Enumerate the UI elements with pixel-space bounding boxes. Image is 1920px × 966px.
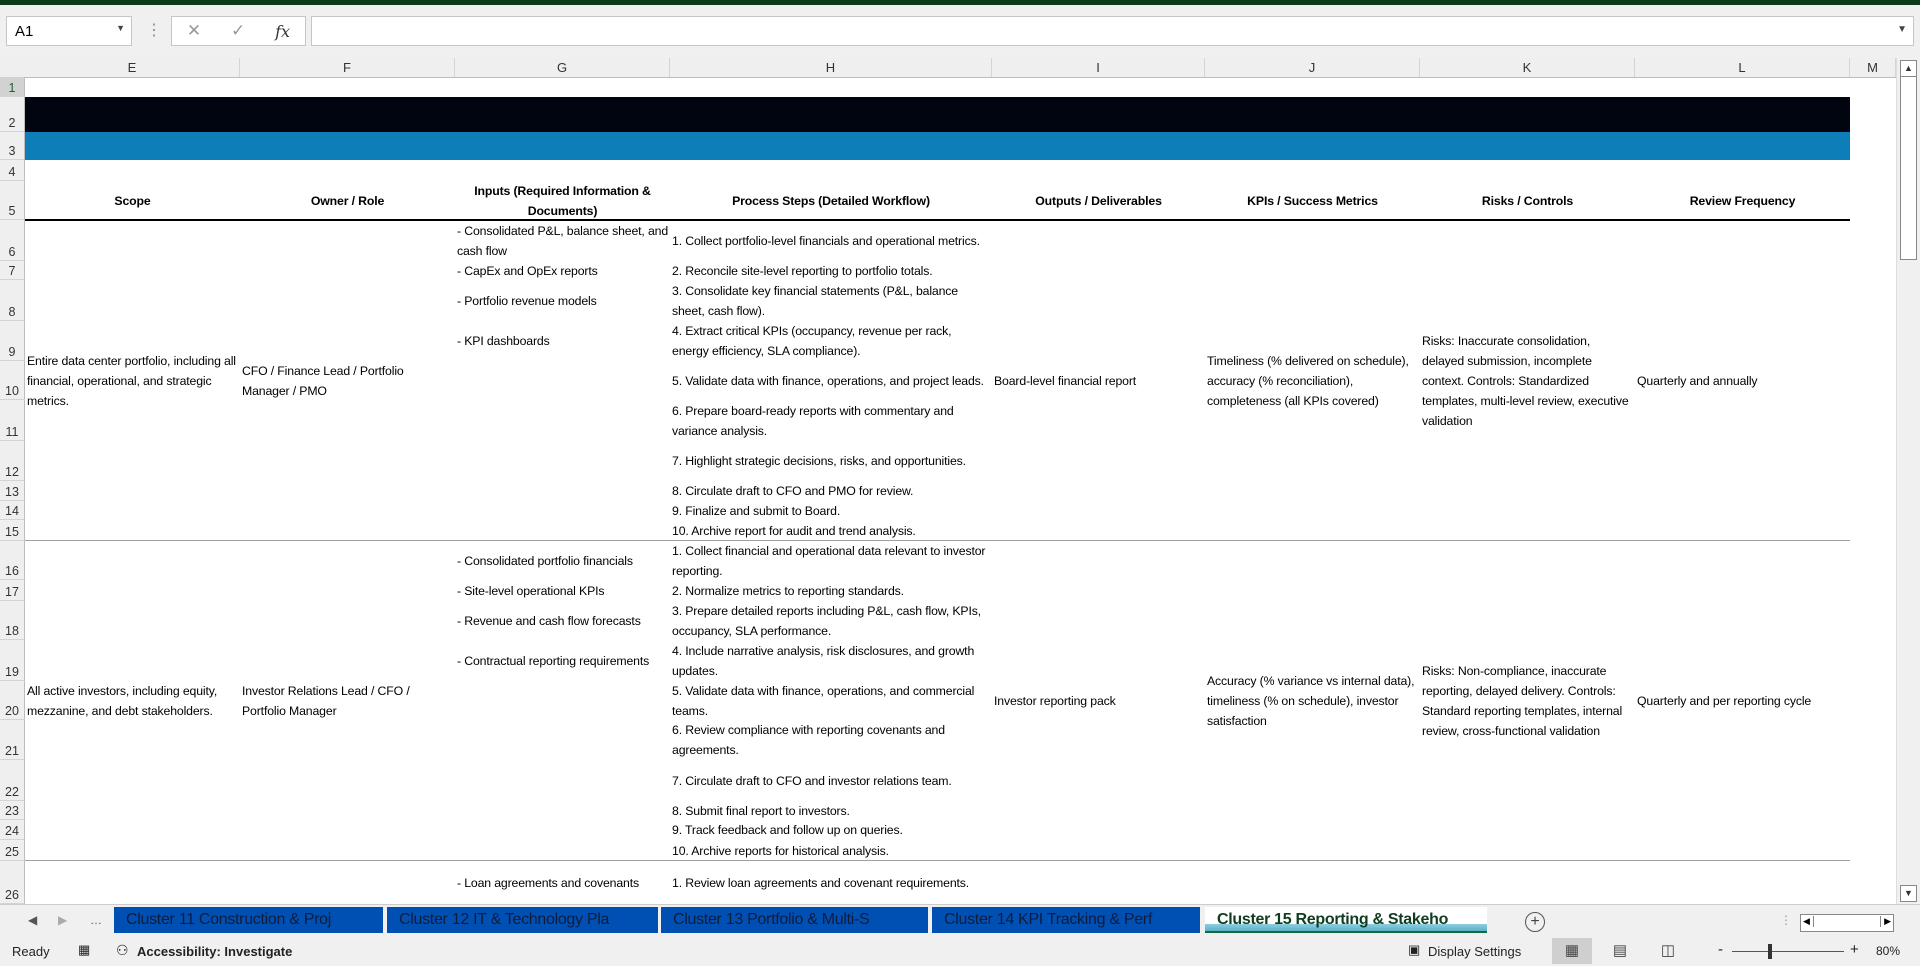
sheet-tab[interactable]: Cluster 11 Construction & Proj [114, 907, 383, 933]
horizontal-scrollbar[interactable] [1800, 914, 1894, 932]
zoom-slider-thumb[interactable] [1768, 944, 1772, 959]
cell-outputs[interactable] [992, 220, 1205, 541]
cell-owner[interactable] [240, 541, 455, 861]
header-cell[interactable]: Process Steps (Detailed Workflow) [732, 193, 930, 208]
row-header-5[interactable]: 5 [0, 181, 25, 220]
input-item: - Portfolio revenue models [457, 293, 597, 308]
cell-input[interactable] [455, 261, 670, 280]
name-box-value: A1 [15, 23, 34, 40]
cell-step[interactable] [670, 601, 992, 640]
row-header-14[interactable]: 14 [0, 501, 25, 520]
input-item: - Contractual reporting requirements [457, 653, 650, 668]
cell-step[interactable] [670, 820, 992, 840]
cell-kpis[interactable] [1205, 541, 1420, 861]
process-step: 10. Archive reports for historical analysis. [672, 843, 889, 858]
process-step: 9. Track feedback and follow up on queries. [672, 823, 903, 837]
header-cell[interactable]: Risks / Controls [1481, 193, 1574, 208]
column-header-H[interactable]: H [670, 58, 992, 77]
scope-text: All active investors, including equity, mezzanine, and debt stakeholders. [27, 684, 218, 718]
cell-step[interactable] [670, 261, 992, 280]
sheet-tab[interactable]: Cluster 15 Reporting & Stakeho [1205, 907, 1487, 933]
process-step: 7. Circulate draft to CFO and investor relations team. [672, 773, 952, 788]
cell-scope[interactable] [25, 541, 240, 861]
sheet-tab[interactable]: Cluster 13 Portfolio & Multi-S [661, 907, 928, 933]
scroll-right-icon[interactable]: ▶ [1880, 916, 1891, 927]
outputs-text: Board-level financial report [994, 373, 1137, 388]
enter-icon[interactable]: ✓ [231, 21, 246, 40]
zoom-slider[interactable] [1732, 951, 1844, 952]
cell-step[interactable] [670, 541, 992, 580]
next-sheet-icon[interactable]: ▶ [58, 913, 68, 927]
process-step: 4. Extract critical KPIs (occupancy, revenue per rack, energy efficiency, SLA compliance). [672, 324, 952, 358]
header-cell[interactable]: KPIs / Success Metrics [1247, 193, 1378, 208]
column-header-I[interactable]: I [992, 58, 1205, 77]
column-header-J[interactable]: J [1205, 58, 1420, 77]
cell-step[interactable] [670, 801, 992, 820]
cell-input[interactable] [455, 220, 670, 261]
row-header-13[interactable]: 13 [0, 481, 25, 501]
input-item: - KPI dashboards [457, 334, 550, 348]
prev-sheet-icon[interactable]: ◀ [28, 913, 38, 927]
accessibility-status[interactable]: Accessibility: Investigate [137, 944, 293, 959]
row-header-2[interactable]: 2 [0, 97, 25, 132]
tab-splitter-handle[interactable]: ⋮ [1780, 913, 1792, 927]
frequency-text: Quarterly and per reporting cycle [1637, 694, 1812, 708]
column-header-E[interactable]: E [25, 58, 240, 77]
input-item: - Consolidated P&L, balance sheet, and cash flow [457, 223, 669, 258]
sheet-tab-bar [0, 904, 1920, 936]
cell-step[interactable] [670, 681, 992, 720]
process-step: 4. Include narrative analysis, risk disclosures, and growth updates. [672, 643, 975, 678]
row-header-21[interactable]: 21 [0, 720, 25, 760]
process-step: 2. Normalize metrics to reporting standards. [672, 583, 904, 598]
row-header-17[interactable]: 17 [0, 580, 25, 601]
more-sheets-button[interactable]: … [90, 913, 102, 927]
macro-recording-icon[interactable]: ▦ [78, 942, 91, 957]
cell-outputs[interactable] [992, 541, 1205, 861]
scroll-left-icon[interactable]: ◀ [1803, 916, 1814, 927]
process-step: 9. Finalize and submit to Board. [672, 503, 841, 518]
cell-input[interactable] [455, 601, 670, 640]
header-cell[interactable]: Outputs / Deliverables [1035, 193, 1162, 208]
row-header-4[interactable]: 4 [0, 160, 25, 181]
column-header-L[interactable]: L [1635, 58, 1850, 77]
owner-text: Investor Relations Lead / CFO / Portfolio Manager [242, 684, 410, 718]
input-item: - Consolidated portfolio financials [457, 553, 633, 568]
input-item: - CapEx and OpEx reports [457, 263, 598, 278]
cell-step[interactable] [670, 441, 992, 481]
cell-frequency[interactable] [1635, 220, 1850, 541]
row-header-19[interactable]: 19 [0, 640, 25, 681]
row-header-9[interactable]: 9 [0, 321, 25, 361]
display-settings-button[interactable]: Display Settings [1428, 944, 1522, 959]
normal-view-icon[interactable]: ▦ [1552, 938, 1592, 964]
outputs-text: Investor reporting pack [994, 694, 1116, 708]
row-header-11[interactable]: 11 [0, 400, 25, 441]
header-cell[interactable]: Review Frequency [1689, 193, 1796, 208]
zoom-out-button[interactable]: - [1718, 941, 1723, 958]
process-step: 6. Prepare board-ready reports with commentary and variance analysis. [672, 403, 954, 438]
accessibility-icon[interactable]: ⚇ [116, 942, 129, 958]
expand-formula-chevron-icon[interactable]: ▼ [1897, 24, 1907, 35]
cell-step[interactable] [670, 861, 992, 904]
cell-risks[interactable] [1420, 541, 1635, 861]
display-settings-icon[interactable]: ▣ [1408, 942, 1421, 957]
row-header-25[interactable]: 25 [0, 840, 25, 861]
sheet-tab[interactable]: Cluster 12 IT & Technology Pla [387, 907, 658, 933]
process-step: 6. Review compliance with reporting covenants and agreements. [672, 723, 945, 757]
scroll-down-icon[interactable]: ▼ [1900, 885, 1917, 902]
scroll-thumb[interactable] [1900, 76, 1917, 260]
page-break-view-icon[interactable]: ◫ [1660, 942, 1676, 959]
cell-scope[interactable] [25, 220, 240, 541]
cell-step[interactable] [670, 580, 992, 601]
cell-kpis[interactable] [1205, 220, 1420, 541]
cell-step[interactable] [670, 501, 992, 520]
cell-input[interactable] [455, 321, 670, 361]
frequency-text: Quarterly and annually [1637, 373, 1758, 388]
risks-text: Risks: Non-compliance, inaccurate reporting, delayed delivery. Controls: Standard reporting templates, internal review, cross-functional validation [1422, 664, 1623, 738]
row-header-8[interactable]: 8 [0, 280, 25, 321]
cell-step[interactable] [670, 520, 992, 541]
row-header-12[interactable]: 12 [0, 441, 25, 481]
kpis-text: Timeliness (% delivered on schedule), accuracy (% reconciliation), completeness (all KPIs covered) [1207, 353, 1409, 408]
add-sheet-icon[interactable]: + [1525, 912, 1545, 932]
row-header-6[interactable]: 6 [0, 220, 25, 261]
formula-input[interactable] [311, 16, 1914, 46]
header-cell[interactable]: Inputs (Required Information & Documents) [474, 183, 651, 218]
page-layout-view-icon[interactable]: ▤ [1612, 942, 1628, 959]
process-step: 1. Collect financial and operational data relevant to investor reporting. [672, 543, 986, 578]
column-header-F[interactable]: F [240, 58, 455, 77]
drag-handle-icon[interactable]: ⋮ [146, 22, 162, 39]
row-header-20[interactable]: 20 [0, 681, 25, 720]
status-bar [0, 936, 1920, 966]
row-header-3[interactable]: 3 [0, 132, 25, 160]
column-header-M[interactable]: M [1850, 58, 1896, 77]
cell-input[interactable] [455, 580, 670, 601]
cell-input[interactable] [455, 640, 670, 681]
cell-step[interactable] [670, 361, 992, 400]
row-header-15[interactable]: 15 [0, 520, 25, 541]
cell-step[interactable] [670, 280, 992, 321]
insert-function-icon[interactable]: fx [275, 21, 291, 41]
cell-risks[interactable] [1420, 220, 1635, 541]
cell-step[interactable] [670, 400, 992, 441]
row-header-18[interactable]: 18 [0, 601, 25, 640]
process-step: 8. Submit final report to investors. [672, 803, 850, 818]
cell-step[interactable] [670, 640, 992, 681]
cell-step[interactable] [670, 840, 992, 861]
process-step: 3. Prepare detailed reports including P&L, cash flow, KPIs, occupancy, SLA performance. [672, 603, 981, 638]
risks-text: Risks: Inaccurate consolidation, delayed submission, incomplete context. Controls: Standardized templates, multi-level review, executive validation [1422, 333, 1629, 428]
status-ready: Ready [12, 944, 50, 959]
title-band [25, 97, 1850, 132]
row-header-23[interactable]: 23 [0, 801, 25, 820]
zoom-in-button[interactable]: + [1850, 941, 1859, 958]
row-header-26[interactable]: 26 [0, 861, 25, 904]
header-cell[interactable]: Scope [114, 193, 151, 208]
row-header-7[interactable]: 7 [0, 261, 25, 280]
process-step: 10. Archive report for audit and trend analysis. [672, 523, 916, 538]
subtitle-band [25, 132, 1850, 160]
process-step: 5. Validate data with finance, operations, and project leads. [672, 373, 984, 388]
chevron-down-icon[interactable]: ▼ [116, 23, 125, 33]
sheet-tab[interactable]: Cluster 14 KPI Tracking & Perf [932, 907, 1200, 933]
cell-input[interactable] [455, 861, 670, 904]
process-step: 5. Validate data with finance, operations, and commercial teams. [672, 683, 975, 718]
row-header-22[interactable]: 22 [0, 760, 25, 801]
cell-input[interactable] [455, 280, 670, 321]
column-header-K[interactable]: K [1420, 58, 1635, 77]
cell-input[interactable] [455, 541, 670, 580]
row-header-10[interactable]: 10 [0, 361, 25, 400]
input-item: - Site-level operational KPIs [457, 583, 605, 598]
cell-step[interactable] [670, 481, 992, 501]
process-step: 8. Circulate draft to CFO and PMO for review. [672, 484, 914, 498]
cell-step[interactable] [670, 321, 992, 361]
row-header-16[interactable]: 16 [0, 541, 25, 580]
cell-step[interactable] [670, 760, 992, 801]
process-step: 1. Review loan agreements and covenant requirements. [672, 875, 970, 890]
column-headers [0, 58, 1896, 78]
scope-text: Entire data center portfolio, including all financial, operational, and strategic metrics. [27, 353, 236, 408]
cell-owner[interactable] [240, 220, 455, 541]
formula-buttons [171, 16, 306, 46]
cell-frequency[interactable] [1635, 541, 1850, 861]
row-header-1[interactable]: 1 [0, 77, 25, 97]
vertical-scrollbar[interactable] [1896, 58, 1920, 904]
owner-text: CFO / Finance Lead / Portfolio Manager / PMO [242, 363, 404, 398]
scroll-up-icon[interactable]: ▲ [1900, 60, 1917, 77]
input-item: - Loan agreements and covenants [457, 875, 639, 890]
zoom-level[interactable]: 80% [1876, 944, 1901, 958]
input-item: - Revenue and cash flow forecasts [457, 613, 641, 628]
cancel-icon[interactable]: ✕ [186, 21, 202, 40]
process-step: 7. Highlight strategic decisions, risks, and opportunities. [672, 454, 966, 468]
process-step: 1. Collect portfolio-level financials and operational metrics. [672, 233, 980, 248]
cell-step[interactable] [670, 220, 992, 261]
process-step: 2. Reconcile site-level reporting to portfolio totals. [672, 263, 933, 278]
process-step: 3. Consolidate key financial statements (P&L, balance sheet, cash flow). [672, 283, 958, 318]
column-header-G[interactable]: G [455, 58, 670, 77]
name-box[interactable] [6, 16, 132, 46]
header-cell[interactable]: Owner / Role [310, 193, 385, 208]
row-header-24[interactable]: 24 [0, 820, 25, 840]
kpis-text: Accuracy (% variance vs internal data), timeliness (% on schedule), investor satisfaction [1207, 674, 1415, 728]
cell-step[interactable] [670, 720, 992, 760]
